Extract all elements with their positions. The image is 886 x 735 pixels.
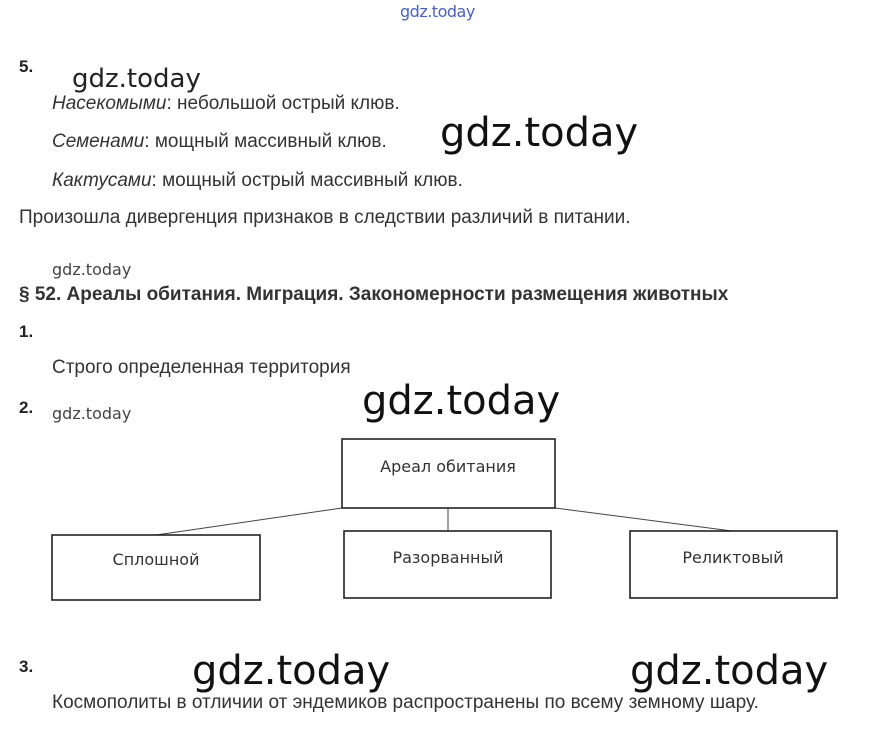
diagram-label-relict: Реликтовый [682,548,784,567]
diagram-label-continuous: Сплошной [112,550,200,569]
conclusion-text: Произошла дивергенция признаков в следствии различий в питании. [19,207,631,228]
answer-q1: Строго определенная территория [52,357,351,378]
desc-cacti: : мощный острый массивный клюв. [151,170,463,191]
section-heading: § 52. Ареалы обитания. Миграция. Закономерности размещения животных [19,284,729,305]
watermark: gdz.today [72,64,201,94]
term-insects: Насекомыми [52,93,167,114]
question-number-1: 1. [19,322,34,341]
question-number-3: 3. [19,657,34,676]
answer-q3: Космополиты в отличии от эндемиков распространены по всему земному шару. [52,692,759,713]
watermark: gdz.today [630,648,829,694]
term-seeds: Семенами [52,131,145,152]
watermark: gdz.today [192,648,391,694]
desc-seeds: : мощный массивный клюв. [144,131,387,152]
term-cacti: Кактусами [52,170,152,191]
desc-insects: : небольшой острый клюв. [166,93,400,114]
watermark: gdz.today [52,404,132,423]
diagram-root-label: Ареал обитания [380,457,516,476]
watermark: gdz.today [362,378,561,424]
watermark: gdz.today [52,260,132,279]
question-number-2: 2. [19,398,34,417]
connector-left [156,508,342,535]
question-number-5: 5. [19,57,34,76]
connector-right [555,508,732,531]
watermark-top: gdz.today [400,2,475,21]
watermark: gdz.today [440,110,639,156]
diagram-label-disjunct: Разорванный [392,548,504,567]
